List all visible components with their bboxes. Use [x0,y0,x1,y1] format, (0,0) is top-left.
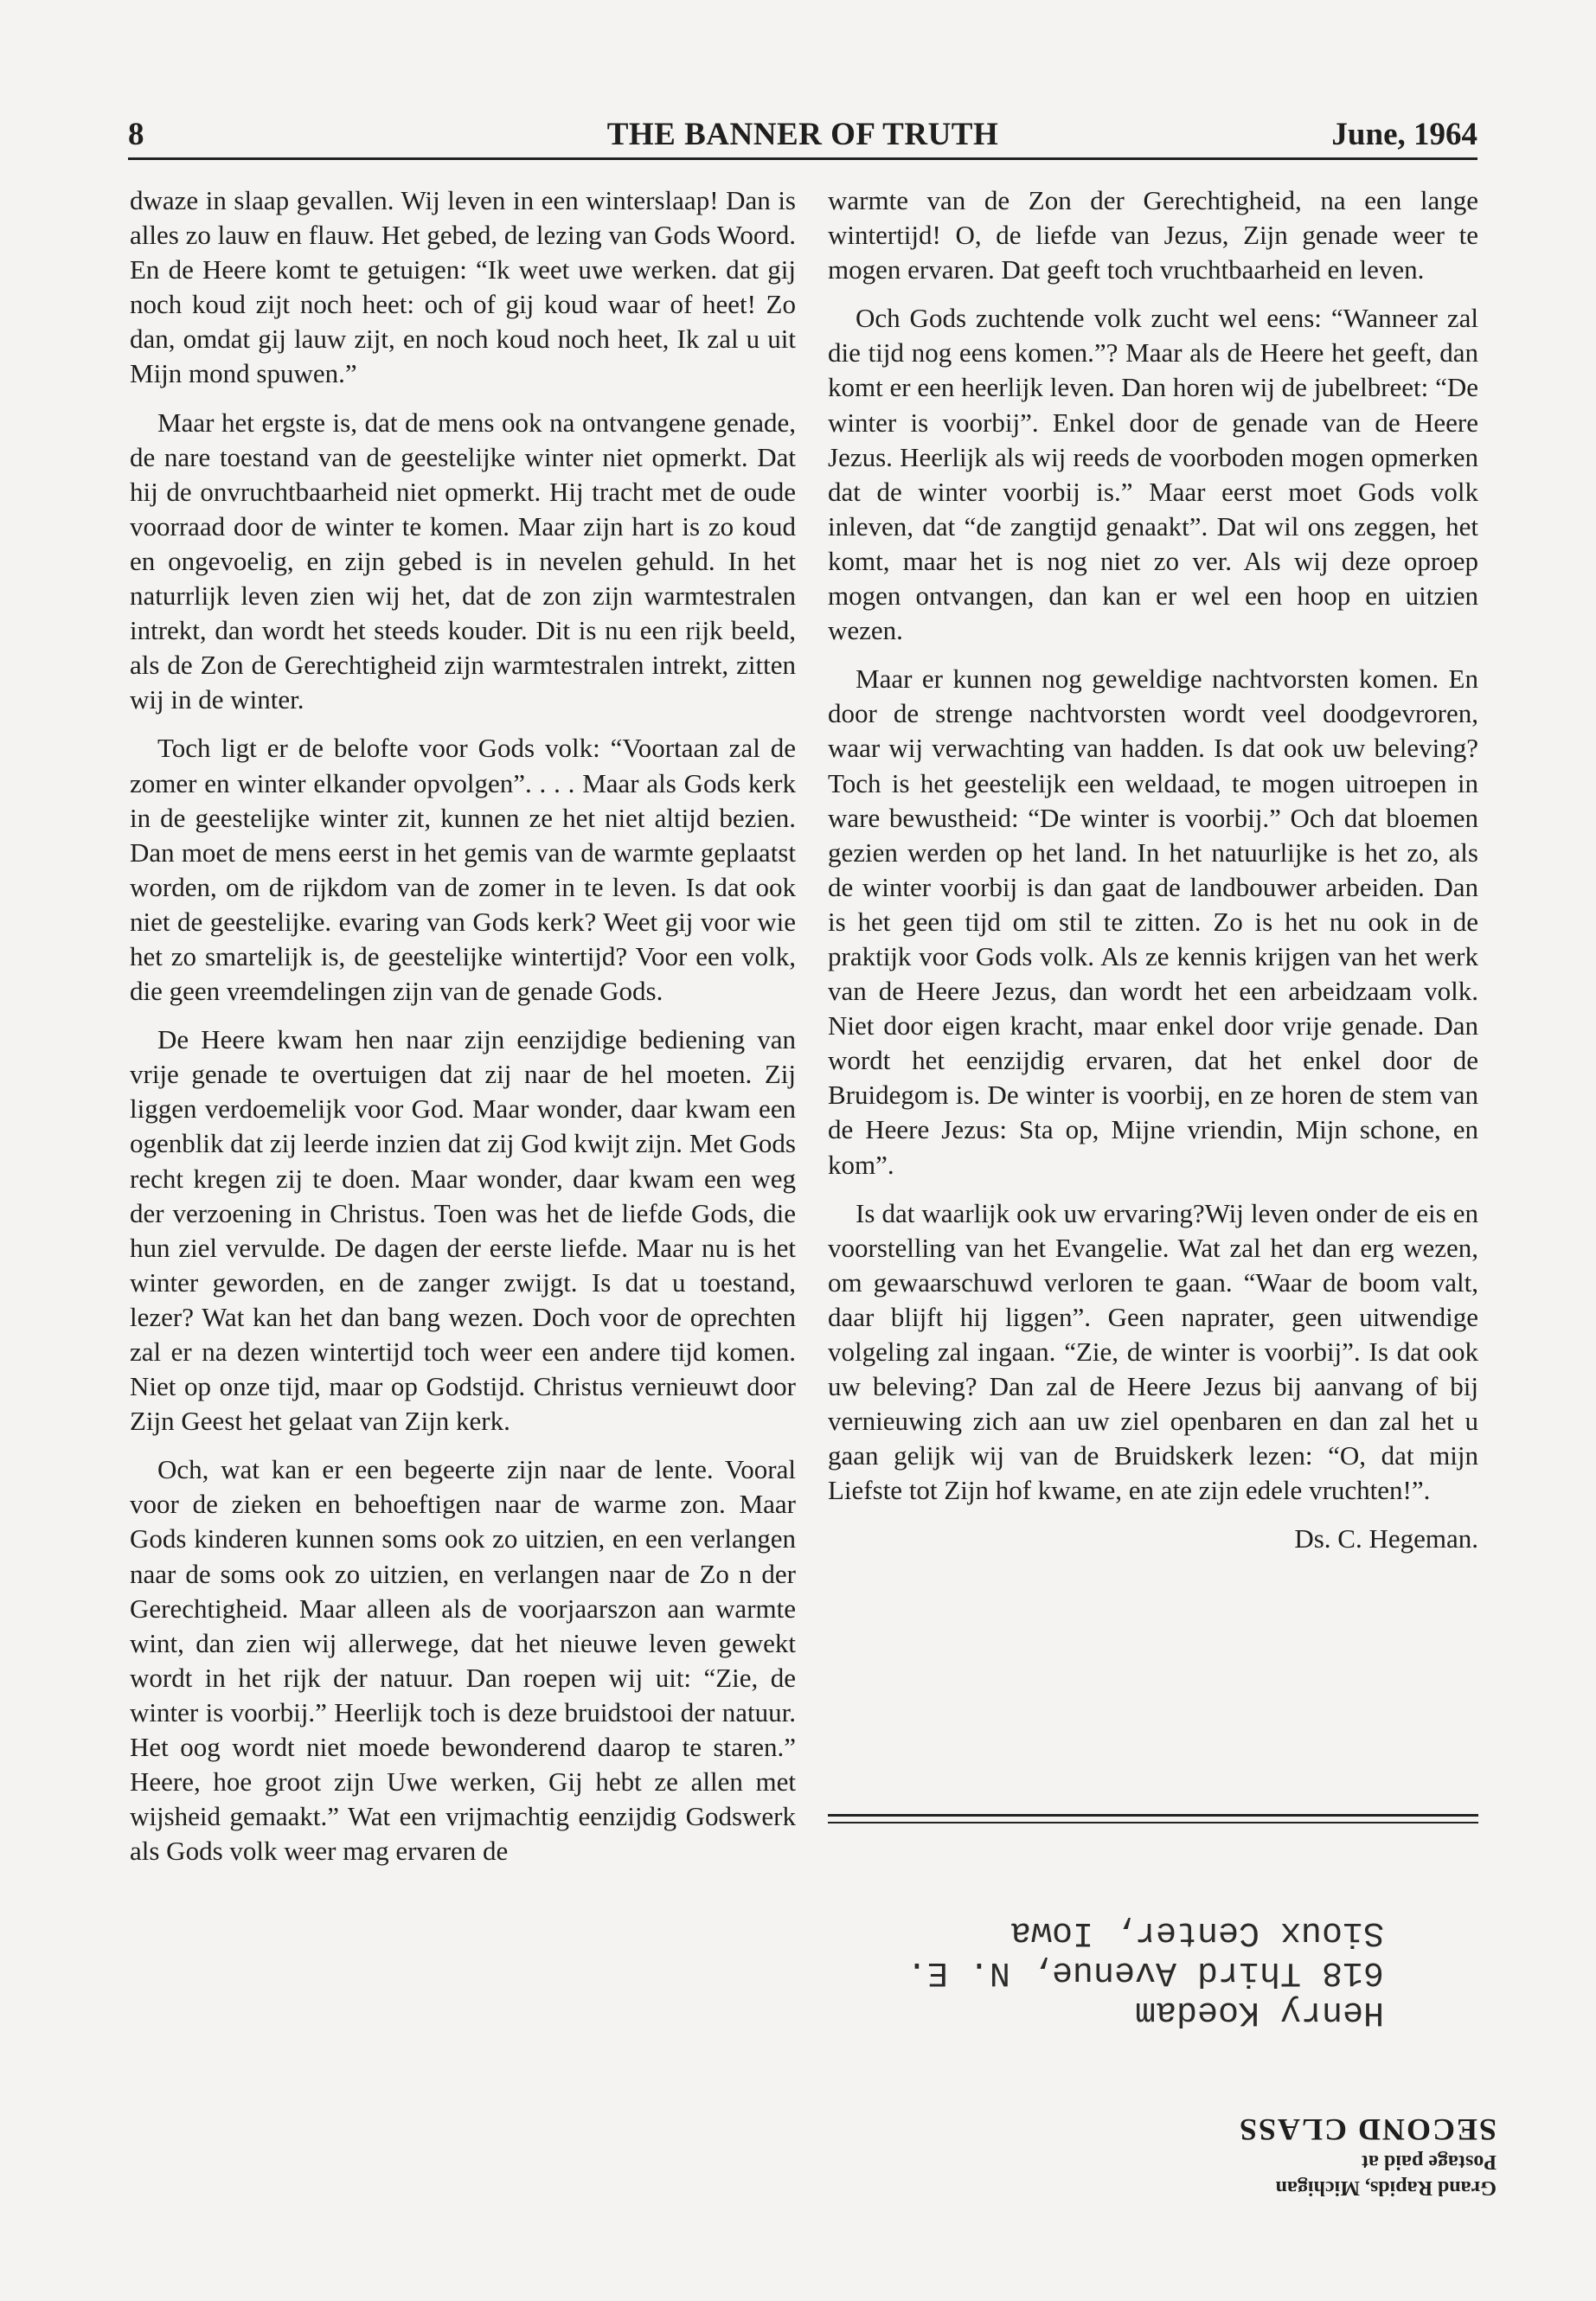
paragraph: Is dat waarlijk ook uw ervaring?Wij leven onder de eis en voorstelling van het Evangelie. Wat zal het dan erg wezen, om gewaarschuwd verloren te gaan. “Waar de boom valt, daar blijft hij liggen”. Geen naprater, geen uitwendige volgeling zal ingaan. “Zie, de winter is voorbij”. Is dat ook uw beleving? Dan zal de Heere Jezus bij aanvang of bij vernieuwing zich aan uw ziel openbaren en dan zal het u gaan gelijk wij van de Bruidskerk lezen: “O, dat mijn Liefste tot Zijn hof kwame, en ate zijn edele vruchten!”. [828,1197,1478,1506]
author-signature: Ds. C. Hegeman. [1294,1523,1478,1554]
paragraph: dwaze in slaap gevallen. Wij leven in een winterslaap! Dan is alles zo lauw en flauw. Het gebed, de lezing van Gods Woord. En de Heere komt te getuigen: “Ik weet uwe werken. dat gij noch koud zijt noch heet: och of gij koud waar of heet! Zo dan, omdat gij lauw zijt, en noch koud noch heet, Ik zal u uit Mijn mond spuwen.” [130,185,796,389]
publication-title: THE BANNER OF TRUTH [606,117,999,152]
recipient-street: 618 Third Avenue, N. E. [906,1952,1384,1991]
mailing-city: Grand Rapids, Michigan [1275,2176,1497,2199]
header-rule [128,157,1477,160]
recipient-name: Henry Koedam [1134,1992,1384,2031]
mailing-permit [1211,2111,1497,2201]
mailing-class: SECOND CLASS [1237,2112,1497,2147]
paragraph: Maar het ergste is, dat de mens ook na ontvangene genade, de nare toestand van de geestelijke winter niet opmerkt. Dat hij de onvruchtbaarheid niet opmerkt. Hij tracht met de oude voorraad door de winter te komen. Maar zijn hart is zo koud en ongevoelig, en zijn gebed is in nevelen gehuld. In het naturrlijk leven zien wij het, dat de zon zijn warmtestralen intrekt, dan wordt het steeds kouder. Dit is nu een rijk beeld, als de Zon de Gerechtigheid zijn warmtestralen intrekt, zitten wij in de winter. [130,407,796,715]
left-column [130,183,796,1882]
paragraph: warmte van de Zon der Gerechtigheid, na een lange wintertijd! O, de liefde van Jezus, Zijn genade weer te mogen ervaren. Dat geeft toch vruchtbaarheid en leven. [828,185,1478,285]
divider-rule [828,1822,1478,1823]
mailing-postage: Postage paid at [1362,2150,1497,2173]
issue-date: June, 1964 [1331,117,1477,152]
paragraph: De Heere kwam hen naar zijn eenzijdige bediening van vrije genade te overtuigen dat zij naar de hel moeten. Zij liggen verdoemelijk voor God. Maar wonder, daar kwam een ogenblik dat zij leerde inzien dat zij God kwijt zijn. Met Gods recht kregen zij te doen. Maar wonder, daar kwam een weg der verzoening in Christus. Toen was het de liefde Gods, die hun ziel vervulde. De dagen der eerste liefde. Maar nu is het winter geworden, en de zanger zwijgt. Is dat u toestand, lezer? Wat kan het dan bang wezen. Doch voor de oprechten zal er na dezen wintertijd toch weer een andere tijd komen. Niet op onze tijd, maar op Godstijd. Christus vernieuwt door Zijn Geest het gelaat van Zijn kerk. [130,1024,796,1437]
page-number: 8 [128,117,144,152]
paragraph: Toch ligt er de belofte voor Gods volk: “Voortaan zal de zomer en winter elkander opvolgen”. . . . Maar als Gods kerk in de geestelijke winter zit, kunnen ze het niet altijd bezien. Dan moet de mens eerst in het gemis van de warmte geplaatst worden, om de rijkdom van de zomer in te leven. Is dat ook niet de geestelijke. evaring van Gods kerk? Weet gij voor wie het zo smartelijk is, de geestelijke wintertijd? Voor een volk, die geen vreemdelingen zijn van de genade Gods. [130,733,796,1007]
paragraph: Maar er kunnen nog geweldige nachtvorsten komen. En door de strenge nachtvorsten wordt veel doodgevroren, waar wij verwachting van hadden. Is dat ook uw beleving? Toch is het geestelijk een weldaad, te mogen uitroepen in ware bewustheid: “De winter is voorbij.” Och dat bloemen gezien werden op het land. In het natuurlijke is het zo, als de winter voorbij is dan gaat de landbouwer arbeiden. Dan is het geen tijd om stil te zitten. Zo is het nu ook in de praktijk voor Gods volk. Als ze kennis krijgen van het werk van de Heere Jezus, dan wordt het een arbeidzaam volk. Niet door eigen kracht, maar enkel door vrije genade. Dan wordt het eenzijdig ervaren, dat het enkel door de Bruidegom is. De winter is voorbij, en ze horen de stem van de Heere Jezus: Sta op, Mijne vriendin, Mijn schone, en kom”. [828,663,1478,1180]
paragraph: Och, wat kan er een begeerte zijn naar de lente. Vooral voor de zieken en behoeftigen naar de warme zon. Maar Gods kinderen kunnen soms ook zo uitzien, en een verlangen naar de soms ook zo uitzien, en verlangen naar de Zo n der Gerechtigheid. Maar alleen als de voorjaarszon aan warmte wint, dan zien wij allerwege, dat het nieuwe leven gewekt wordt in het rijk der natuur. Dan roepen wij uit: “Zie, de winter is voorbij.” Heerlijk toch is deze bruidstooi der natuur. Het oog wordt niet moede bewonderend daarop te staren.” Heere, hoe groot zijn Uwe werken, Gij hebt ze allen met wijsheid gemaakt.” Wat een vrijmachtig eenzijdig Godswerk als Gods volk weer mag ervaren de [130,1454,796,1867]
recipient-city: Sioux Center, Iowa [1010,1913,1384,1952]
address-label [830,1912,1488,2031]
paragraph: Och Gods zuchtende volk zucht wel eens: “Wanneer zal die tijd nog eens komen.”? Maar als de Heere het geeft, dan komt er een heerlijk leven. Dan horen wij de jubelbreet: “De winter is voorbij”. Enkel door de genade van de Heere Jezus. Heerlijk als wij reeds de voorboden mogen opmerken dat de winter voorbij is.” Maar eerst moet Gods volk inleven, dat “de zangtijd genaakt”. Dat wil ons zeggen, het komt, maar het is nog niet zo ver. Als wij deze oproep mogen ontvangen, dan kan er wel een hoop en uitzien wezen. [828,303,1478,646]
page-header [128,114,1477,156]
right-column [828,183,1478,1557]
divider-rule [828,1814,1478,1817]
